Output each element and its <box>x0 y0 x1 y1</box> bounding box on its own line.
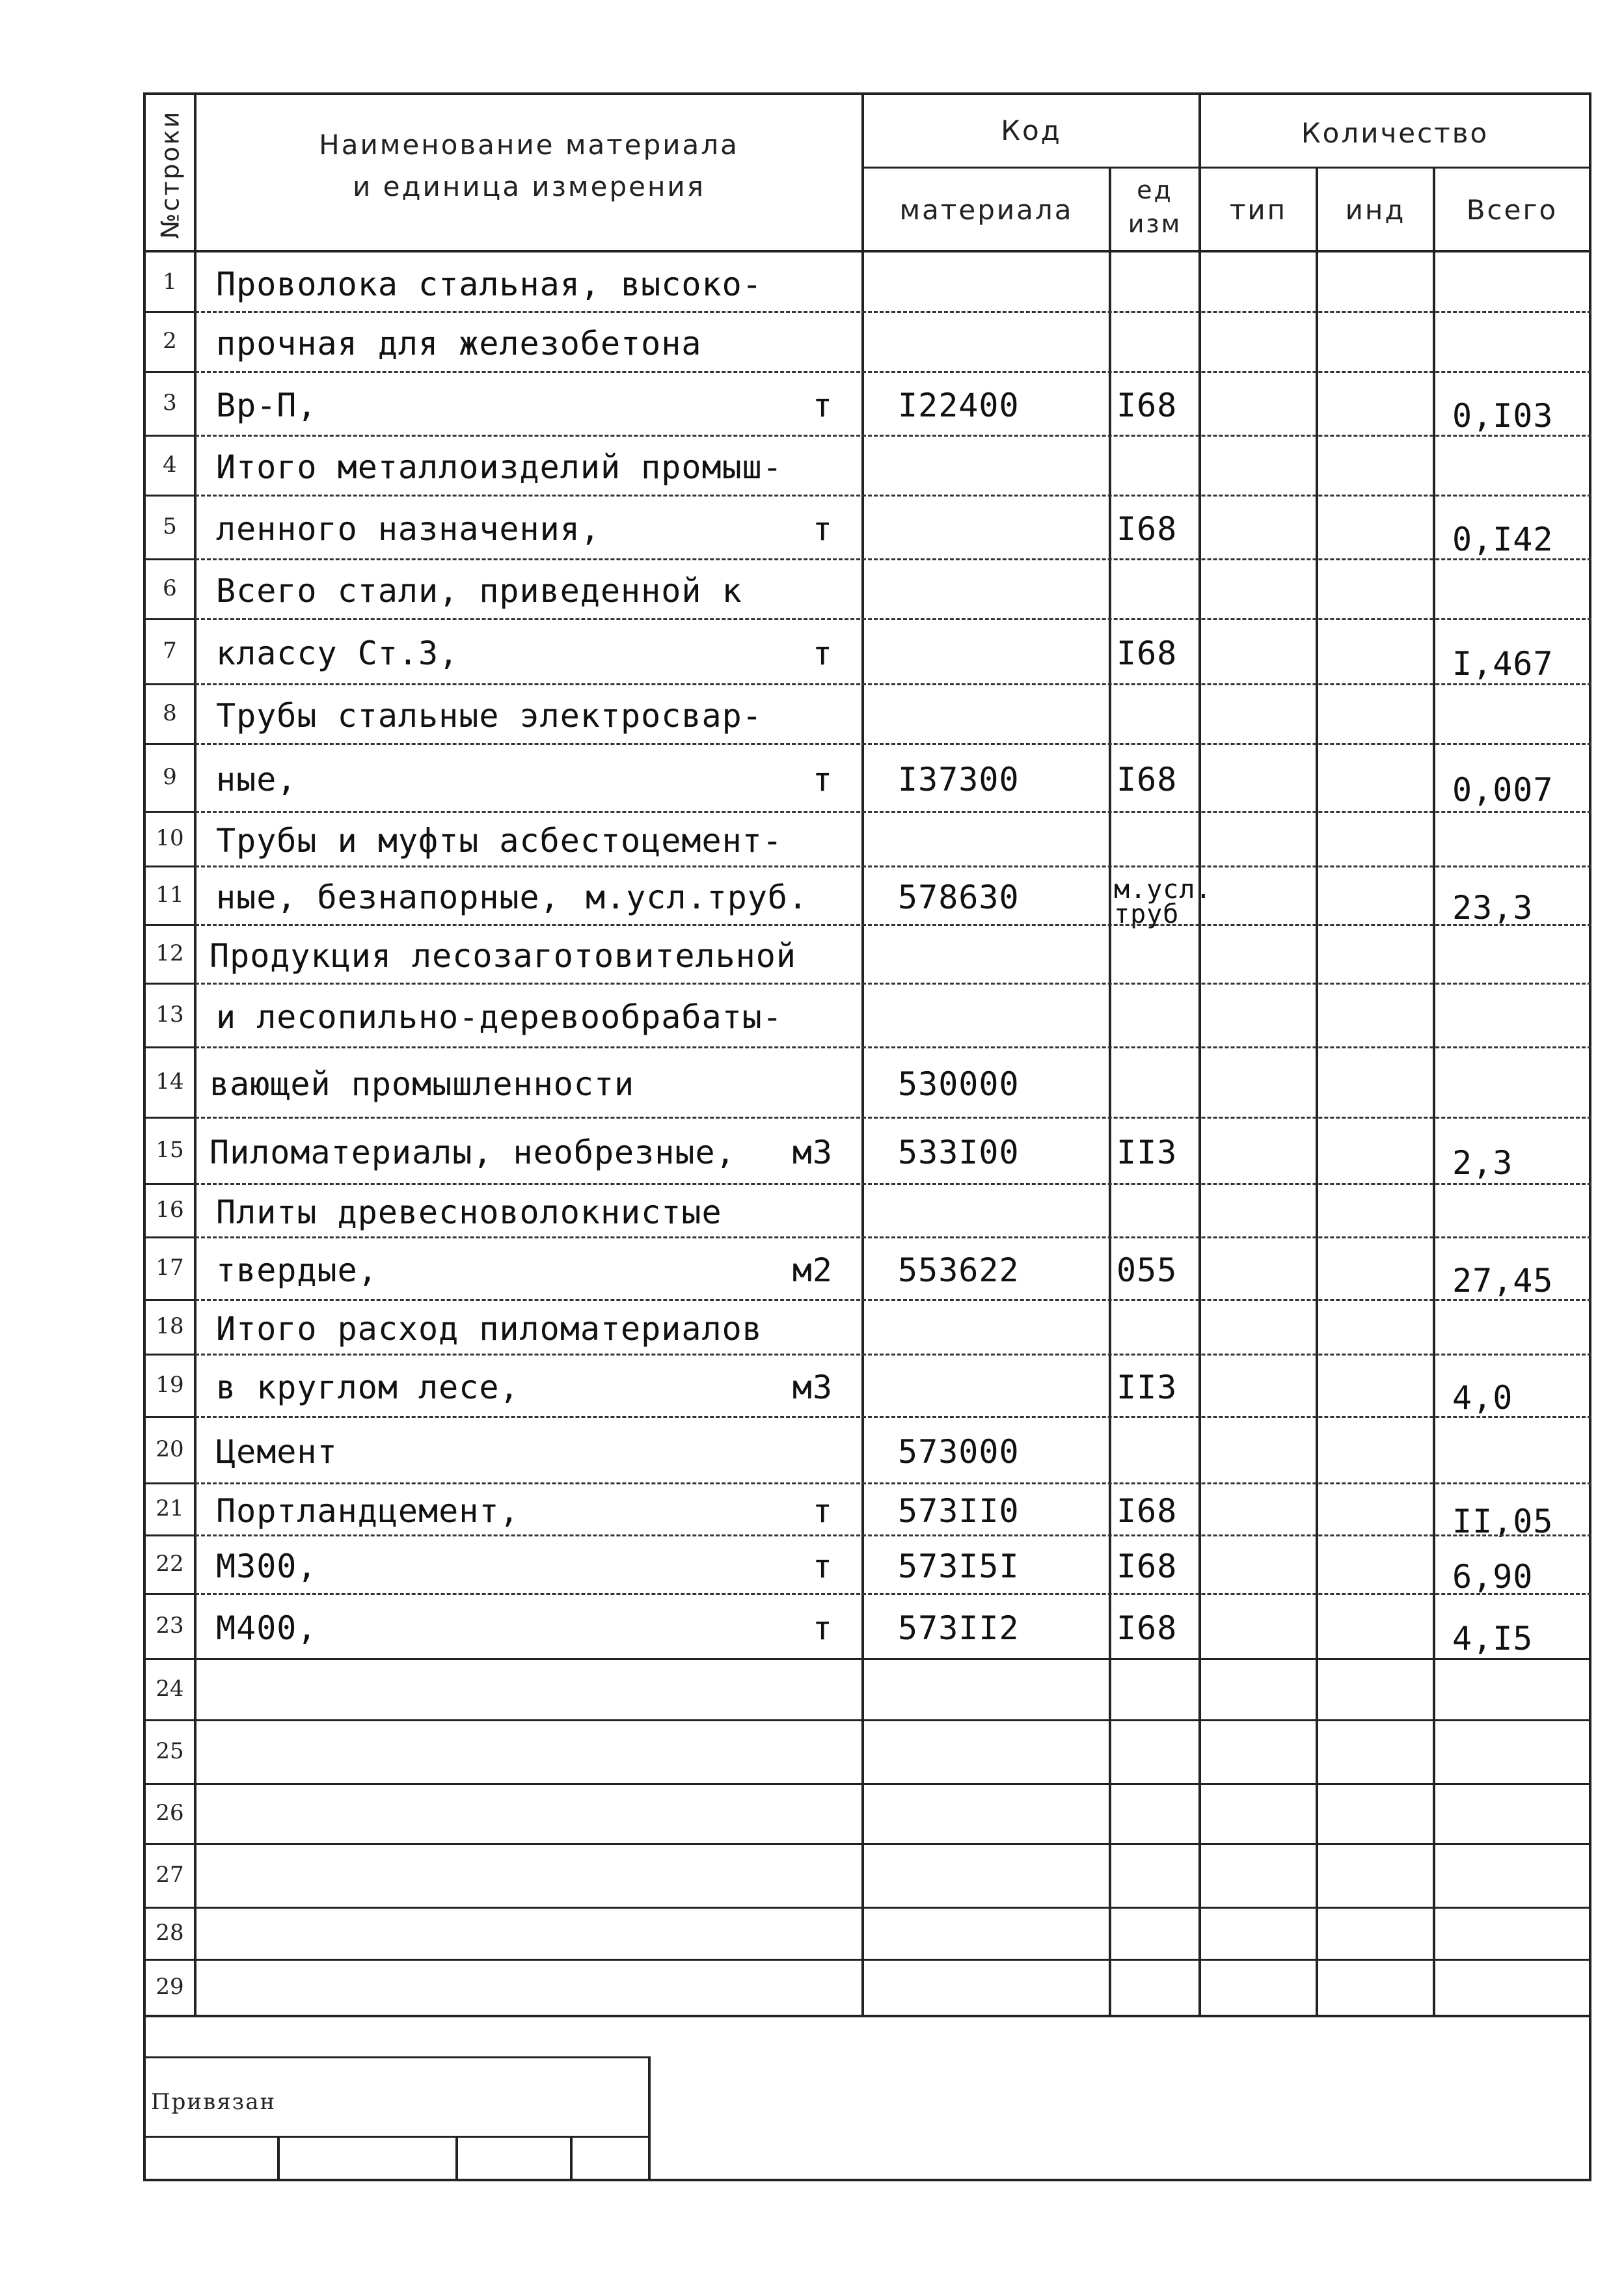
header-divider <box>863 167 1591 169</box>
row-divider <box>195 924 1591 926</box>
material-code: 573II2 <box>898 1609 1020 1647</box>
row-number: 24 <box>156 1676 184 1702</box>
row-number: 8 <box>163 700 177 726</box>
stamp-col1 <box>277 2136 280 2181</box>
row-number: 15 <box>156 1137 184 1163</box>
row-number-divider <box>144 1783 195 1785</box>
total-quantity: 4,I5 <box>1452 1620 1534 1657</box>
row-divider <box>195 811 1591 813</box>
total-quantity: 0,007 <box>1452 771 1554 809</box>
material-name: ные, <box>216 761 297 798</box>
row-number-divider <box>144 1236 195 1238</box>
row-divider <box>195 866 1591 867</box>
col-line-type <box>1316 167 1318 2015</box>
stamp-col2 <box>455 2136 458 2181</box>
total-quantity: 6,90 <box>1452 1558 1534 1596</box>
row-number: 26 <box>156 1800 184 1826</box>
row-divider <box>195 1299 1591 1301</box>
row-divider <box>195 683 1591 685</box>
row-number-divider <box>144 1843 195 1845</box>
total-quantity: I,467 <box>1452 645 1554 683</box>
unit-code: I68 <box>1116 1547 1178 1585</box>
name-header-line2: и единица измерения <box>353 170 705 202</box>
material-name: М400, <box>216 1609 318 1647</box>
row-number-divider <box>144 435 195 437</box>
unit-header-line1: ед <box>1137 176 1173 204</box>
material-code: 573000 <box>898 1433 1020 1471</box>
row-divider <box>195 1959 1591 1961</box>
material-code: 530000 <box>898 1065 1020 1103</box>
material-name: ные, безнапорные, <box>216 879 560 916</box>
unit-code: II3 <box>1116 1134 1178 1171</box>
row-number-divider <box>144 1354 195 1356</box>
code-header: Код <box>1001 115 1062 146</box>
material-name: Цемент <box>216 1433 338 1471</box>
row-number-divider <box>144 495 195 497</box>
table-bottom-rule <box>143 2015 1591 2017</box>
material-name: Проволока стальная, высоко- <box>216 266 763 303</box>
material-code: 533I00 <box>898 1134 1020 1171</box>
row-divider <box>195 435 1591 437</box>
row-divider <box>195 371 1591 373</box>
type-header: тип <box>1229 194 1288 226</box>
unit-code: I68 <box>1116 634 1178 672</box>
row-number-divider <box>144 618 195 620</box>
col-line-code <box>1109 167 1111 2015</box>
row-number: 5 <box>163 513 177 539</box>
row-divider <box>195 311 1591 313</box>
unit-code: I68 <box>1116 761 1178 798</box>
total-quantity: II,05 <box>1452 1503 1554 1540</box>
total-quantity: 0,I03 <box>1452 397 1554 435</box>
unit-of-measure: м2 <box>792 1251 833 1289</box>
row-number-divider <box>144 743 195 745</box>
unit-of-measure: т <box>812 761 833 798</box>
material-name: Трубы и муфты асбестоцемент- <box>216 822 783 860</box>
row-number-divider <box>144 371 195 373</box>
total-quantity: 0,I42 <box>1452 521 1554 558</box>
row-divider <box>195 1593 1591 1595</box>
material-name: и лесопильно-деревообрабаты- <box>216 998 783 1036</box>
row-number: 3 <box>163 390 177 416</box>
row-number-divider <box>144 924 195 926</box>
row-divider <box>195 1658 1591 1660</box>
unit-of-measure: т <box>812 1547 833 1585</box>
material-name: классу Ст.3, <box>216 634 459 672</box>
row-number: 1 <box>163 269 177 295</box>
row-divider <box>195 1183 1591 1185</box>
row-number: 4 <box>163 452 177 478</box>
material-name: Пиломатериалы, необрезные, <box>210 1134 736 1171</box>
material-name: в круглом лесе, <box>216 1369 520 1406</box>
row-number-divider <box>144 1416 195 1418</box>
row-divider <box>195 1046 1591 1048</box>
row-number: 6 <box>163 575 177 601</box>
material-name: Плиты древесноволокнистые <box>216 1193 722 1231</box>
unit-of-measure: м3 <box>792 1134 833 1171</box>
row-number-divider <box>144 983 195 985</box>
name-header-line1: Наименование материала <box>319 129 739 161</box>
total-quantity: 23,3 <box>1452 889 1534 927</box>
unit-of-measure: т <box>812 1609 833 1647</box>
row-divider <box>195 1482 1591 1484</box>
row-number: 7 <box>163 638 177 664</box>
unit-code: I68 <box>1116 1609 1178 1647</box>
row-number: 2 <box>163 328 177 354</box>
row-divider <box>195 983 1591 985</box>
row-number: 12 <box>156 940 184 966</box>
total-header: Всего <box>1466 194 1558 226</box>
quantity-header: Количество <box>1301 117 1489 149</box>
row-number: 18 <box>156 1313 184 1339</box>
row-number-divider <box>144 1534 195 1536</box>
total-quantity: 4,0 <box>1452 1379 1513 1417</box>
unit-code-line1: м.усл. <box>1114 875 1212 905</box>
row-number: 16 <box>156 1197 184 1223</box>
unit-of-measure: м.усл.труб. <box>586 879 809 916</box>
row-number-divider <box>144 1183 195 1185</box>
material-code: 553622 <box>898 1251 1020 1289</box>
row-number-divider <box>144 683 195 685</box>
material-name: Трубы стальные электросвар- <box>216 697 763 735</box>
material-name: Продукция лесозаготовительной <box>210 937 796 975</box>
unit-header-line2: изм <box>1128 210 1182 238</box>
row-number-divider <box>144 558 195 560</box>
total-quantity: 27,45 <box>1452 1262 1554 1300</box>
material-code: 573I5I <box>898 1547 1020 1585</box>
unit-code: I68 <box>1116 1492 1178 1530</box>
unit-of-measure: т <box>812 510 833 548</box>
row-divider <box>195 743 1591 745</box>
material-name: Итого расход пиломатериалов <box>216 1310 763 1348</box>
unit-code: I68 <box>1116 387 1178 424</box>
row-number-divider <box>144 1907 195 1909</box>
row-number-divider <box>144 1719 195 1721</box>
material-name: прочная для железобетона <box>216 325 702 362</box>
header-bottom-rule <box>143 250 1591 252</box>
material-name: Итого металлоизделий промыш- <box>216 448 783 486</box>
row-number: 17 <box>156 1255 184 1281</box>
row-number: 22 <box>156 1551 184 1577</box>
row-number: 29 <box>156 1974 184 2000</box>
material-name: Вр-П, <box>216 387 318 424</box>
bound-label: Привязан <box>151 2089 277 2115</box>
row-number-divider <box>144 1299 195 1301</box>
row-number-divider <box>144 1658 195 1660</box>
col-line-unit <box>1198 92 1201 2015</box>
ind-header: инд <box>1345 194 1406 226</box>
unit-code: II3 <box>1116 1369 1178 1406</box>
row-number-header-label: №строки <box>156 109 185 239</box>
row-number: 14 <box>156 1069 184 1095</box>
row-number: 9 <box>163 764 177 790</box>
row-number-divider <box>144 866 195 867</box>
unit-code: I68 <box>1116 510 1178 548</box>
row-divider <box>195 1236 1591 1238</box>
material-name: Портландцемент, <box>216 1492 520 1530</box>
stamp-col3 <box>570 2136 573 2181</box>
col-line-num <box>194 92 196 2015</box>
material-code: I22400 <box>898 387 1020 424</box>
row-divider <box>195 1719 1591 1721</box>
stamp-mid <box>143 2136 651 2138</box>
row-divider <box>195 1907 1591 1909</box>
material-name: Всего стали, приведенной к <box>216 572 742 610</box>
row-divider <box>195 1534 1591 1536</box>
col-line-ind <box>1433 167 1435 2015</box>
material-name: М300, <box>216 1547 318 1585</box>
row-number: 21 <box>156 1495 184 1521</box>
row-number: 13 <box>156 1002 184 1028</box>
row-divider <box>195 1354 1591 1356</box>
row-number-divider <box>144 1117 195 1119</box>
unit-of-measure: т <box>812 634 833 672</box>
material-name: вающей промышленности <box>210 1065 635 1103</box>
row-number: 23 <box>156 1613 184 1639</box>
row-number: 19 <box>156 1372 184 1398</box>
row-number: 25 <box>156 1738 184 1764</box>
row-number-divider <box>144 1593 195 1595</box>
row-number-header <box>144 98 195 251</box>
unit-of-measure: м3 <box>792 1369 833 1406</box>
material-code-header: материала <box>899 194 1074 226</box>
row-number: 20 <box>156 1436 184 1462</box>
stamp-top <box>143 2056 651 2058</box>
row-divider <box>195 558 1591 560</box>
unit-code: 055 <box>1116 1251 1178 1289</box>
row-number-divider <box>144 1959 195 1961</box>
row-number: 10 <box>156 825 184 851</box>
material-code: I37300 <box>898 761 1020 798</box>
col-line-name <box>861 92 864 2015</box>
row-number: 27 <box>156 1862 184 1888</box>
unit-of-measure: т <box>812 1492 833 1530</box>
material-name: ленного назначения, <box>216 510 601 548</box>
row-number: 28 <box>156 1920 184 1946</box>
row-number-divider <box>144 1482 195 1484</box>
row-divider <box>195 1783 1591 1785</box>
stamp-right <box>648 2056 651 2181</box>
material-name: твердые, <box>216 1251 378 1289</box>
row-divider <box>195 618 1591 620</box>
total-quantity: 2,3 <box>1452 1144 1513 1182</box>
material-code: 573II0 <box>898 1492 1020 1530</box>
row-number-divider <box>144 1046 195 1048</box>
row-number-divider <box>144 311 195 313</box>
row-divider <box>195 1843 1591 1845</box>
row-divider <box>195 495 1591 497</box>
row-divider <box>195 1117 1591 1119</box>
row-number-divider <box>144 811 195 813</box>
unit-of-measure: т <box>812 387 833 424</box>
row-number: 11 <box>156 882 184 908</box>
material-code: 578630 <box>898 879 1020 916</box>
row-divider <box>195 1416 1591 1418</box>
unit-code-line2: труб <box>1114 899 1180 929</box>
